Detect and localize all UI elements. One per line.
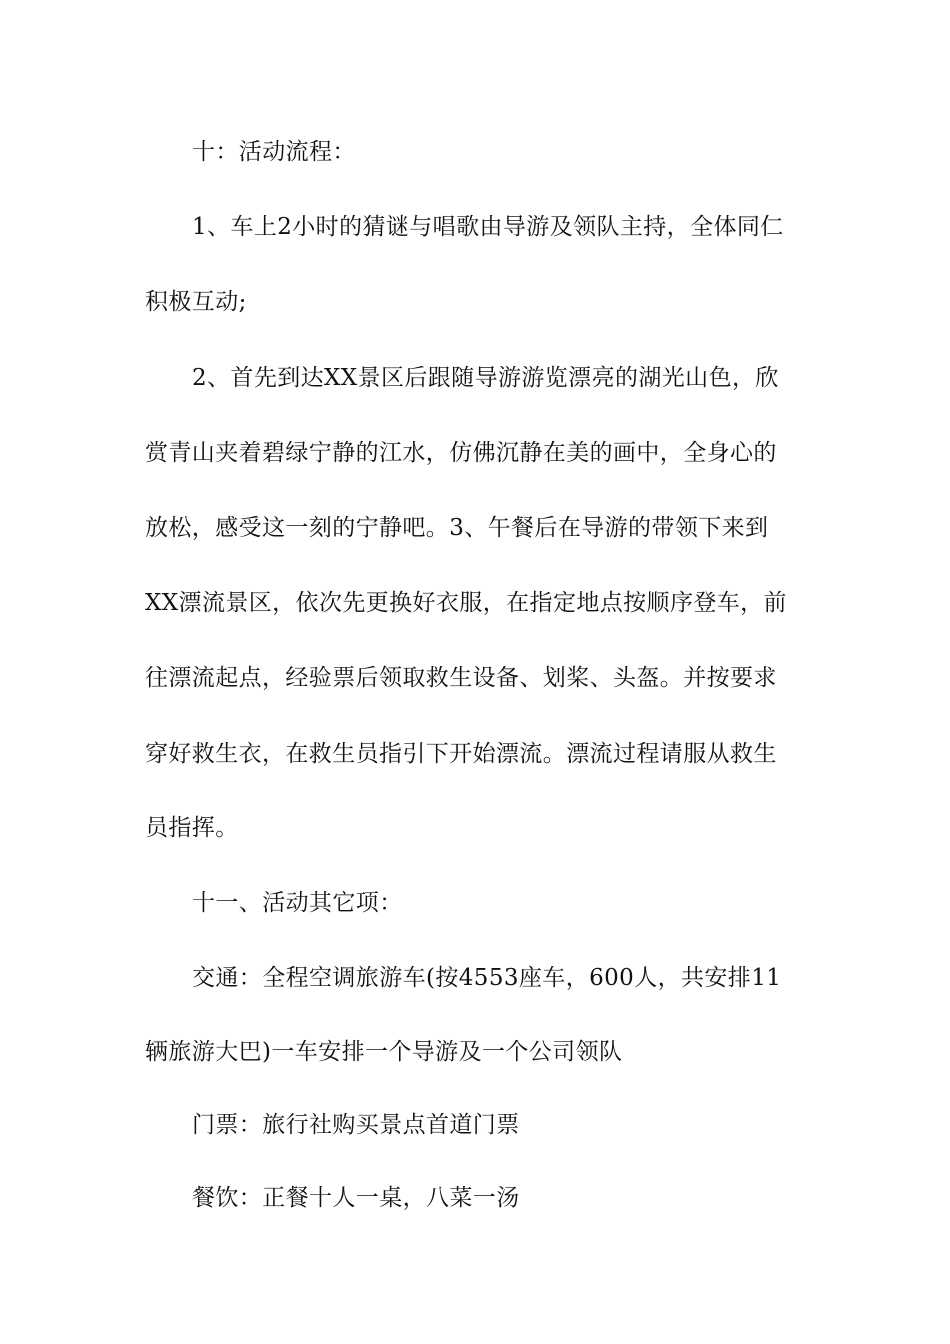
- paragraph-line: 赏青山夹着碧绿宁静的江水，仿佛沉静在美的画中，全身心的: [145, 440, 777, 466]
- paragraph-line: XX漂流景区，依次先更换好衣服，在指定地点按顺序登车，前: [145, 590, 787, 616]
- paragraph-line: 2、首先到达XX景区后跟随导游游览漂亮的湖光山色，欣: [192, 365, 779, 391]
- section-heading-other-items: 十一、活动其它项：: [192, 890, 403, 916]
- paragraph-line: 辆旅游大巴)一车安排一个导游及一个公司领队: [145, 1039, 623, 1065]
- paragraph-line-meals: 餐饮：正餐十人一桌，八菜一汤: [192, 1185, 520, 1211]
- paragraph-line-transport: 交通：全程空调旅游车(按4553座车，600人，共安排11: [192, 965, 782, 991]
- paragraph-line: 穿好救生衣，在救生员指引下开始漂流。漂流过程请服从救生: [145, 741, 777, 767]
- paragraph-line-tickets: 门票：旅行社购买景点首道门票: [192, 1112, 520, 1138]
- paragraph-line: 员指挥。: [145, 815, 239, 841]
- paragraph-line: 1、车上2小时的猜谜与唱歌由导游及领队主持，全体同仁: [192, 214, 784, 240]
- paragraph-line: 往漂流起点，经验票后领取救生设备、划桨、头盔。并按要求: [145, 665, 777, 691]
- paragraph-line: 积极互动;: [145, 289, 247, 315]
- section-heading-activity-flow: 十：活动流程：: [192, 139, 356, 165]
- paragraph-line: 放松，感受这一刻的宁静吧。3、午餐后在导游的带领下来到: [145, 515, 769, 541]
